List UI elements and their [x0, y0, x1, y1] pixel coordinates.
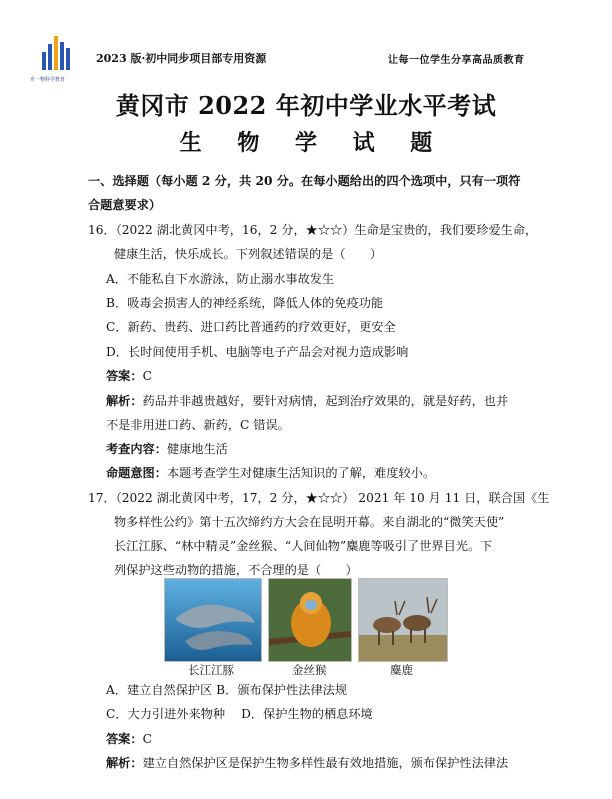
q16-option-b: B．吸毒会损害人的神经系统，降低人体的免疫功能 — [106, 296, 384, 310]
caption-monkey: 金丝猴 — [292, 663, 327, 677]
pere-david-deer-image — [358, 578, 448, 662]
q17-stem-cont1: 物多样性公约》第十五次缔约方大会在昆明开幕。来自湖北的“微笑天使” — [114, 515, 505, 529]
q16-topic — [106, 440, 228, 457]
answer-value: C — [142, 732, 152, 746]
q17-options-cd: C．大力引进外来物种 D．保护生物的栖息环境 — [106, 707, 373, 721]
brand-logo-icon — [40, 32, 74, 72]
q17-answer — [106, 730, 152, 747]
analysis-label: 解析： — [106, 756, 143, 770]
topic-text: 健康地生活 — [166, 442, 228, 456]
answer-label: 答案： — [106, 732, 143, 746]
q17-stem-cont3: 列保护这些动物的措施，不合理的是（ ） — [114, 563, 358, 577]
analysis-text: 药品并非越贵越好，要针对病情，起到治疗效果的，就是好药，也并 — [142, 394, 509, 408]
q16-answer — [106, 367, 152, 384]
q17-options-ab: A．建立自然保护区 B．颁布保护性法律法规 — [106, 683, 348, 697]
q16-option-a: A．不能私自下水游泳，防止溺水事故发生 — [106, 272, 335, 286]
analysis-text: 建立自然保护区是保护生物多样性最有效地措施，颁布保护性法律法 — [142, 756, 509, 770]
topic-label: 考查内容： — [106, 442, 167, 456]
q16-analysis — [106, 392, 508, 409]
logo-caption: 舟一物科学教育 — [30, 77, 66, 83]
analysis-label: 解析： — [106, 394, 143, 408]
intent-label: 命题意图： — [106, 466, 167, 480]
answer-label: 答案： — [106, 369, 143, 383]
section-heading-cont: 合题意要求） — [88, 198, 162, 212]
header-left-text: 2023 版·初中同步项目部专用资源 — [96, 52, 267, 65]
finless-porpoise-image — [164, 578, 262, 662]
q16-option-c: C．新药、贵药、进口药比普通药的疗效更好，更安全 — [106, 320, 396, 334]
q17-stem: 17．（2022 湖北黄冈中考，17，2 分，★☆☆） 2021 年 10 月 11 日，联合国《生 — [88, 491, 550, 505]
q16-stem-cont: 健康生活，快乐成长。下列叙述错误的是（ ） — [114, 247, 383, 261]
q16-analysis-cont: 不是非用进口药、新药，C 错误。 — [106, 418, 290, 432]
exam-title: 黄冈市 2022 年初中学业水平考试 — [115, 91, 497, 120]
caption-porpoise: 长江江豚 — [188, 663, 234, 677]
q17-stem-cont2: 长江江豚、“林中精灵”金丝猴、“人间仙物”麋鹿等吸引了世界目光。下 — [114, 539, 493, 553]
exam-subtitle: 生 物 学 试 题 — [179, 130, 447, 156]
q16-intent — [106, 464, 435, 481]
q17-analysis — [106, 754, 508, 771]
caption-deer: 麋鹿 — [390, 663, 413, 677]
intent-text: 本题考查学生对健康生活知识的了解，难度较小。 — [166, 466, 436, 480]
header-right-slogan: 让每一位学生分享高品质教育 — [388, 55, 525, 66]
golden-monkey-image — [268, 578, 352, 662]
answer-value: C — [142, 369, 152, 383]
section-heading: 一、选择题（每小题 2 分，共 20 分。在每小题给出的四个选项中，只有一项符 — [88, 174, 521, 188]
q16-option-d: D．长时间使用手机、电脑等电子产品会对视力造成影响 — [106, 345, 409, 359]
q16-stem: 16．（2022 湖北黄冈中考，16，2 分，★☆☆）生命是宝贵的，我们要珍爱生命， — [88, 223, 538, 237]
